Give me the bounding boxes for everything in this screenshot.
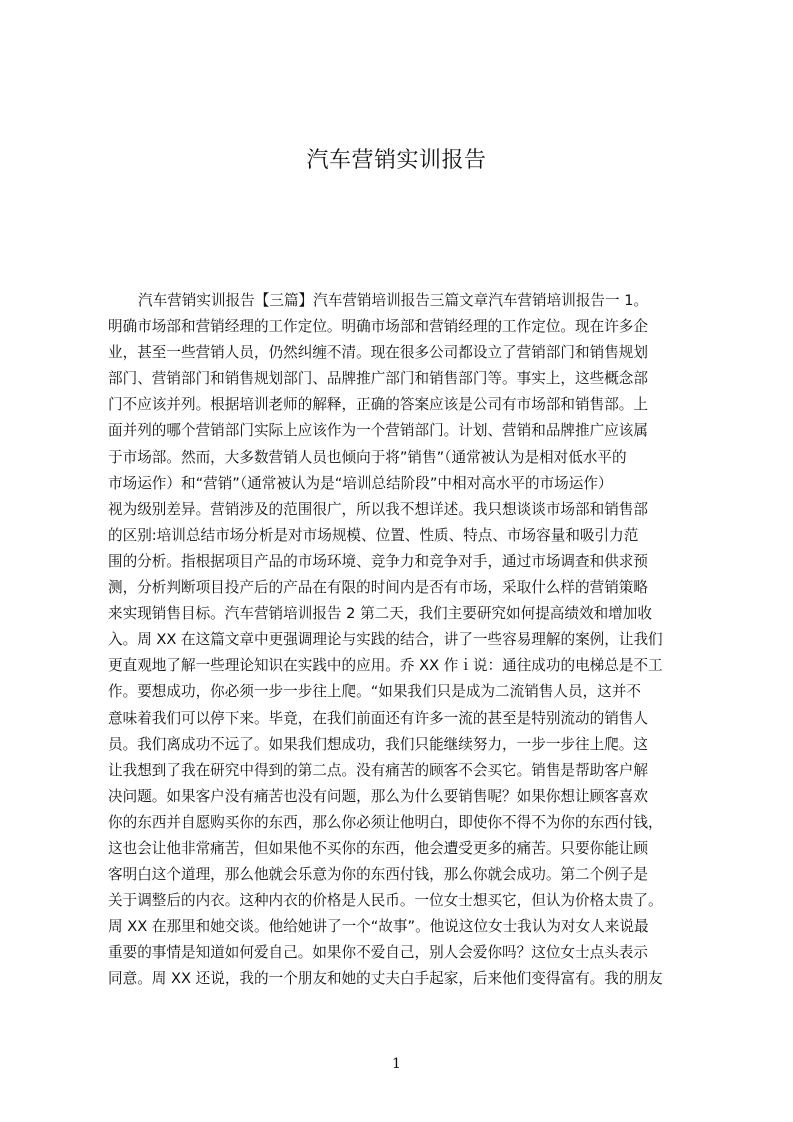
- text-line: 业，甚至一些营销人员，仍然纠缠不清。现在很多公司都设立了营销部门和销售规划: [108, 344, 648, 362]
- text-line: 重要的事情是知道如何爱自己。如果你不爱自己，别人会爱你吗？这位女士点头表示: [108, 944, 648, 962]
- page-number: 1: [392, 1056, 401, 1072]
- text-line: 测，分析判断项目投产后的产品在有限的时间内是否有市场，采取什么样的营销策略: [108, 579, 648, 597]
- text-line: 面并列的哪个营销部门实际上应该作为一个营销部门。计划、营销和品牌推广应该属: [108, 422, 648, 440]
- text-line: 入。周 XX 在这篇文章中更强调理论与实践的结合，讲了一些容易理解的案例，让我们: [108, 631, 663, 649]
- text-line: 来实现销售目标。汽车营销培训报告 2 第二天，我们主要研究如何提高绩效和增加收: [108, 605, 652, 623]
- text-line: 关于调整后的内衣。这种内衣的价格是人民币。一位女士想买它，但认为价格太贵了。: [108, 892, 663, 910]
- text-line: 客明白这个道理，那么他就会乐意为你的东西付钱，那么你就会成功。第二个例子是: [108, 866, 648, 884]
- text-line: 决问题。如果客户没有痛苦也没有问题，那么为什么要销售呢？如果你想让顾客喜欢: [108, 787, 648, 805]
- text-line: 作。要想成功，你必须一步一步往上爬。“如果我们只是成为二流销售人员，这并不: [108, 683, 641, 701]
- text-line: 周 XX 在那里和她交谈。他给她讲了一个“故事”。他说这位女士我认为对女人来说最: [108, 918, 649, 936]
- text-line: 明确市场部和营销经理的工作定位。明确市场部和营销经理的工作定位。现在许多企: [108, 318, 648, 336]
- document-title: 汽车营销实训报告: [306, 148, 487, 173]
- text-line: 于市场部。然而，大多数营销人员也倾向于将”销售”（通常被认为是相对低水平的: [108, 448, 627, 466]
- text-line: 门不应该并列。根据培训老师的解释，正确的答案应该是公司有市场部和销售部。上: [108, 396, 648, 414]
- text-line: 员。我们离成功不远了。如果我们想成功，我们只能继续努力，一步一步往上爬。这: [108, 735, 648, 753]
- text-line: 部门、营销部门和销售规划部门、品牌推广部门和销售部门等。事实上，这些概念部: [108, 370, 648, 388]
- text-line: 让我想到了我在研究中得到的第二点。没有痛苦的顾客不会买它。销售是帮助客户解: [108, 761, 648, 779]
- text-line: 你的东西并自愿购买你的东西，那么你必须让他明白，即使你不得不为你的东西付钱，: [108, 813, 663, 831]
- text-line: 的区别:培训总结市场分析是对市场规模、位置、性质、特点、市场容量和吸引力范: [108, 526, 639, 544]
- body-paragraph: [108, 288, 698, 993]
- text-line: 汽车营销实训报告【三篇】汽车营销培训报告三篇文章汽车营销培训报告一 1。: [138, 292, 649, 309]
- text-line: 围的分析。指根据项目产品的市场环境、竞争力和竞争对手，通过市场调查和供求预: [108, 552, 648, 570]
- text-line: 市场运作）和“营销”（通常被认为是“培训总结阶段”中相对高水平的市场运作）: [108, 474, 613, 492]
- text-line: 这也会让他非常痛苦，但如果他不买你的东西，他会遭受更多的痛苦。只要你能让顾: [108, 839, 648, 857]
- text-line: 同意。周 XX 还说，我的一个朋友和她的丈夫白手起家，后来他们变得富有。我的朋友: [108, 970, 663, 988]
- text-line: 意味着我们可以停下来。毕竟，在我们前面还有许多一流的甚至是特别流动的销售人: [108, 709, 648, 727]
- text-line: 更直观地了解一些理论知识在实践中的应用。乔 XX 作ｉ说：通往成功的电梯总是不工: [108, 657, 663, 675]
- text-line: 视为级别差异。营销涉及的范围很广，所以我不想详述。我只想谈谈市场部和销售部: [108, 500, 648, 518]
